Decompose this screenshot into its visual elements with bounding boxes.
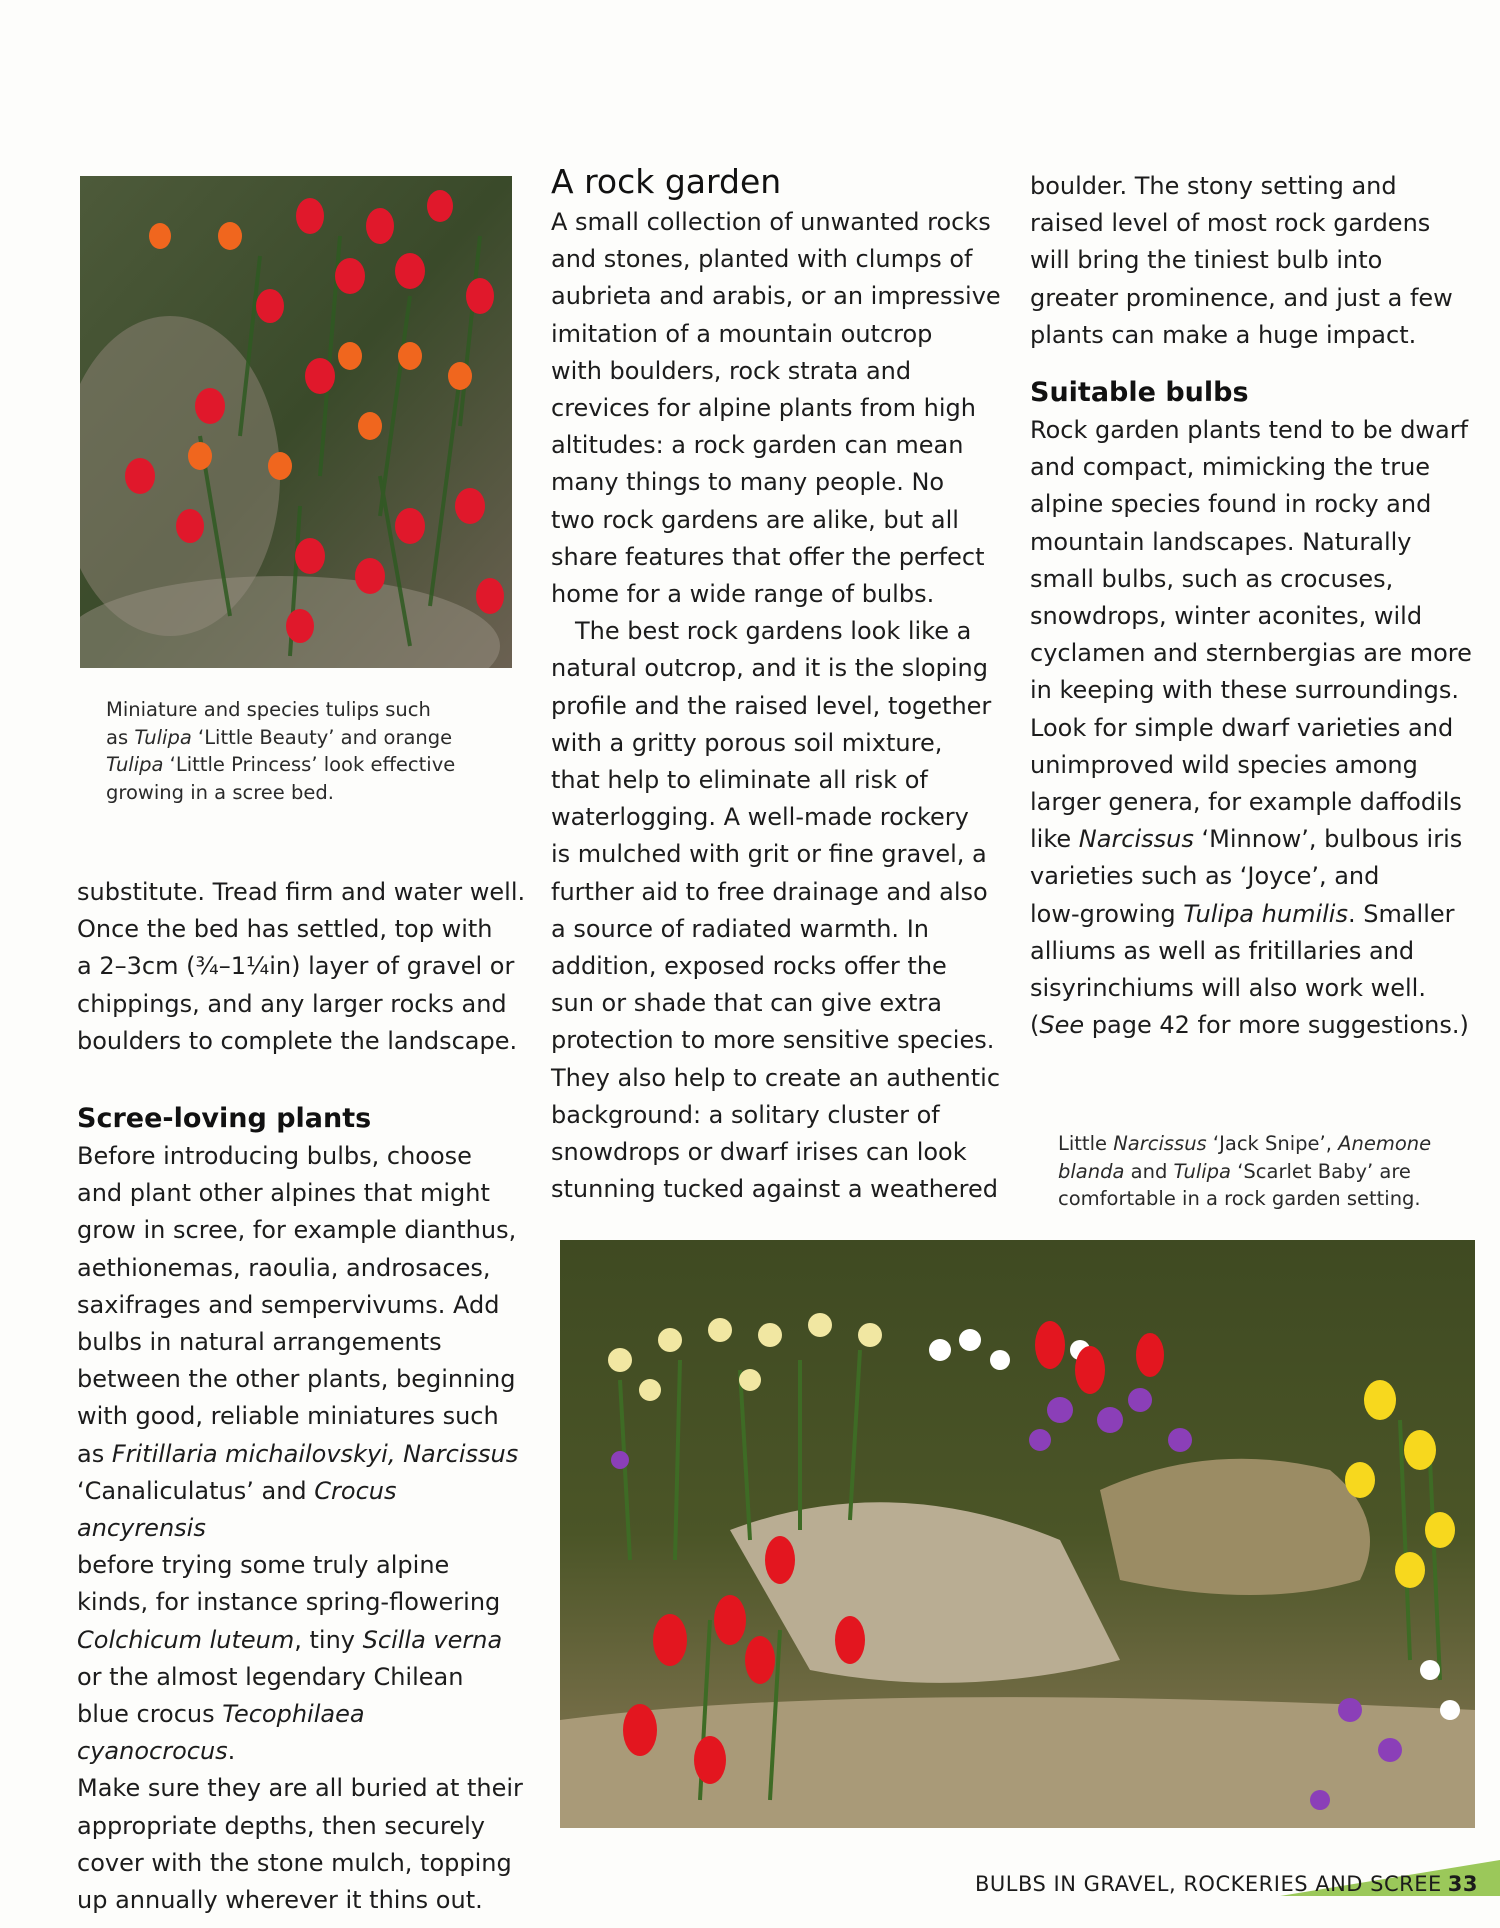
text-line: and compact, mimicking the true — [1030, 453, 1431, 482]
caption-line — [106, 751, 526, 779]
spacer — [77, 1060, 527, 1100]
text-line: alliums as well as fritillaries and — [1030, 936, 1415, 965]
text-line: mountain landscapes. Naturally — [1030, 527, 1412, 556]
text-line: greater prominence, and just a few — [1030, 283, 1453, 312]
caption-italic: Tulipa — [1173, 1159, 1232, 1183]
text-line: many things to many people. No — [551, 468, 945, 497]
heading-scree-loving-plants: Scree-loving plants — [77, 1103, 372, 1135]
caption-line — [106, 724, 526, 752]
text-line: Before introducing bulbs, choose — [77, 1142, 472, 1171]
text-line: Make sure they are all buried at their — [77, 1774, 523, 1803]
text-line: with a gritty porous soil mixture, — [551, 728, 943, 757]
tulip-scree-bed-image — [80, 176, 512, 668]
text-line: cover with the stone mulch, topping — [77, 1848, 512, 1877]
text-line: snowdrops, winter aconites, wild — [1030, 602, 1423, 631]
paragraph-continuation — [77, 874, 527, 1060]
text-line: between the other plants, beginning — [77, 1365, 516, 1394]
text-line: further aid to free drainage and also — [551, 877, 988, 906]
text-line: , tiny — [294, 1625, 363, 1654]
paragraph-suitable-bulbs — [1030, 412, 1500, 1044]
species-name: Scilla verna — [362, 1625, 503, 1654]
footer-section-title: BULBS IN GRAVEL, ROCKERIES AND SCREE — [975, 1872, 1442, 1896]
text-line: snowdrops or dwarf irises can look — [551, 1138, 967, 1167]
heading-a-rock-garden: A rock garden — [551, 162, 782, 201]
text-line: is mulched with grit or fine gravel, a — [551, 840, 987, 869]
text-line: stunning tucked against a weathered — [551, 1175, 999, 1204]
text-line: bulbs in natural arrangements — [77, 1328, 442, 1357]
text-line: Rock garden plants tend to be dwarf — [1030, 416, 1469, 445]
caption-line — [1058, 1158, 1498, 1186]
column-right — [1030, 168, 1500, 1044]
text-line: blue crocus — [77, 1700, 223, 1729]
paragraph-best-rock-gardens — [551, 613, 1011, 1208]
text-line: a source of radiated warmth. In — [551, 914, 929, 943]
running-footer — [975, 1872, 1478, 1896]
text-line: protection to more sensitive species. — [551, 1026, 995, 1055]
caption-text: ‘Jack Snipe’, — [1206, 1132, 1339, 1155]
text-line: unimproved wild species among — [1030, 750, 1418, 779]
text-line: imitation of a mountain outcrop — [551, 319, 933, 348]
tulip-scree-bed-photo — [80, 176, 512, 668]
text-line: plants can make a huge impact. — [1030, 320, 1417, 349]
species-name: Tecophilaea cyanocrocus — [77, 1700, 365, 1766]
caption-line — [1058, 1185, 1498, 1213]
text-line: . Smaller — [1347, 899, 1455, 928]
text-line: share features that offer the perfect — [551, 542, 985, 571]
text-line: raised level of most rock gardens — [1030, 209, 1431, 238]
caption-italic: Narcissus — [1113, 1132, 1207, 1155]
caption-text: ‘Scarlet Baby’ are — [1231, 1159, 1411, 1183]
text-line: natural outcrop, and it is the sloping — [551, 654, 988, 683]
text-line: ( — [1030, 1011, 1040, 1040]
text-line: two rock gardens are alike, but all — [551, 505, 959, 534]
text-line: substitute. Tread firm and water well. — [77, 878, 526, 906]
paragraph-rock-garden-intro — [551, 204, 1011, 613]
rock-garden-bulbs-photo — [560, 1240, 1475, 1828]
caption-text: Miniature and species tulips such — [106, 698, 431, 721]
text-line: Look for simple dwarf varieties and — [1030, 713, 1454, 742]
tulip-photo-caption — [106, 696, 526, 806]
text-line: home for a wide range of bulbs. — [551, 580, 935, 609]
text-line: boulder. The stony setting and — [1030, 172, 1397, 200]
text-line: and plant other alpines that might — [77, 1179, 490, 1208]
text-line: aubrieta and arabis, or an impressive — [551, 282, 1001, 311]
text-line: with boulders, rock strata and — [551, 356, 912, 385]
species-name: Fritillaria michailovskyi, Narcissus — [111, 1439, 519, 1468]
text-line: that help to eliminate all risk of — [551, 766, 928, 795]
caption-text: growing in a scree bed. — [106, 780, 334, 804]
text-line: or the almost legendary Chilean — [77, 1662, 464, 1691]
spacer — [1030, 354, 1500, 374]
heading-suitable-bulbs: Suitable bulbs — [1030, 377, 1249, 409]
column-middle — [551, 160, 1011, 1208]
species-name: Tulipa humilis — [1183, 899, 1348, 928]
text-line: kinds, for instance spring-flowering — [77, 1588, 501, 1617]
text-line: The best rock gardens look like a — [575, 617, 972, 646]
text-line: chippings, and any larger rocks and — [77, 989, 507, 1018]
caption-italic: blanda — [1058, 1159, 1125, 1183]
caption-text: Little — [1058, 1132, 1114, 1155]
text-line: . — [227, 1737, 236, 1766]
text-line: as — [77, 1439, 112, 1468]
text-line: saxifrages and sempervivums. Add — [77, 1290, 500, 1319]
text-line: larger genera, for example daffodils — [1030, 788, 1462, 817]
caption-line — [106, 696, 526, 724]
caption-italic: Anemone — [1338, 1132, 1432, 1155]
page-number: 33 — [1447, 1872, 1478, 1896]
text-line: ‘Minnow’, bulbous iris — [1193, 825, 1463, 854]
cross-reference: See — [1039, 1011, 1085, 1040]
text-line: waterlogging. A well-made rockery — [551, 803, 969, 832]
text-line: aethionemas, raoulia, androsaces, — [77, 1253, 491, 1282]
caption-text: ‘Little Princess’ look effective — [163, 753, 456, 776]
text-line: sisyrinchiums will also work well. — [1030, 974, 1426, 1003]
text-line: a 2–3cm (¾–1¼in) layer of gravel or — [77, 952, 515, 981]
text-line: small bulbs, such as crocuses, — [1030, 564, 1394, 593]
text-line: page 42 for more suggestions.) — [1084, 1011, 1469, 1040]
text-line: will bring the tiniest bulb into — [1030, 246, 1383, 275]
paragraph-continuation-boulder — [1030, 168, 1500, 354]
text-line: alpine species found in rocky and — [1030, 490, 1432, 519]
text-line: cyclamen and sternbergias are more — [1030, 639, 1472, 668]
text-line: and stones, planted with clumps of — [551, 245, 973, 274]
text-line: varieties such as ‘Joyce’, and — [1030, 862, 1380, 891]
text-line: profile and the raised level, together — [551, 691, 992, 720]
text-line: crevices for alpine plants from high — [551, 394, 976, 423]
text-line: background: a solitary cluster of — [551, 1100, 940, 1129]
text-line: appropriate depths, then securely — [77, 1811, 485, 1840]
caption-text: as — [106, 725, 135, 749]
text-line: altitudes: a rock garden can mean — [551, 431, 964, 460]
species-name: Colchicum luteum — [77, 1625, 295, 1654]
text-line: before trying some truly alpine — [77, 1551, 450, 1580]
rock-garden-photo-caption — [1058, 1130, 1498, 1213]
species-name: Crocus ancyrensis — [77, 1476, 397, 1543]
column-left — [77, 874, 527, 1919]
caption-italic: Tulipa — [106, 753, 164, 776]
caption-text: and — [1124, 1159, 1174, 1183]
caption-line — [1058, 1130, 1498, 1158]
rock-garden-image — [560, 1240, 1475, 1828]
text-line: ‘Canaliculatus’ and — [77, 1476, 315, 1505]
caption-line — [106, 779, 526, 807]
text-line: sun or shade that can give extra — [551, 989, 942, 1018]
text-line: low-growing — [1030, 899, 1184, 928]
text-line: A small collection of unwanted rocks — [551, 208, 991, 236]
text-line: like — [1030, 825, 1079, 854]
text-line: They also help to create an authentic — [551, 1063, 1001, 1092]
text-line: addition, exposed rocks offer the — [551, 952, 947, 981]
text-line: in keeping with these surroundings. — [1030, 676, 1459, 705]
text-line: grow in scree, for example dianthus, — [77, 1216, 517, 1245]
species-name: Narcissus — [1078, 825, 1194, 854]
paragraph-scree-plants — [77, 1138, 527, 1919]
caption-text: comfortable in a rock garden setting. — [1058, 1187, 1421, 1210]
text-line: with good, reliable miniatures such — [77, 1402, 499, 1431]
text-line: boulders to complete the landscape. — [77, 1026, 518, 1055]
caption-text: ‘Little Beauty’ and orange — [191, 725, 453, 749]
text-line: Once the bed has settled, top with — [77, 915, 493, 944]
text-line: up annually wherever it thins out. — [77, 1886, 483, 1915]
caption-italic: Tulipa — [134, 725, 192, 749]
